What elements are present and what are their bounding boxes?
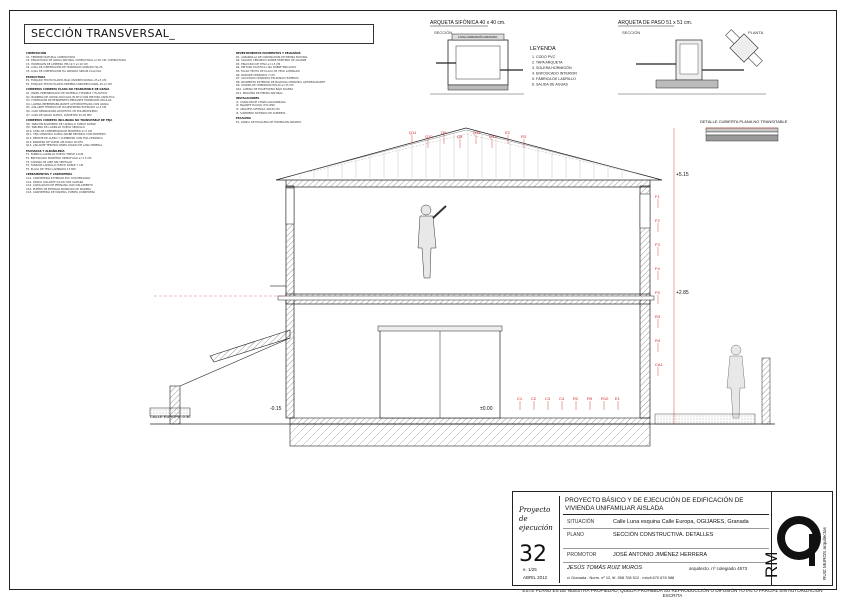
detail-2-section-label: SECCIÓN xyxy=(622,30,641,35)
notes-heading: ESTRUCTURA xyxy=(26,75,46,79)
notes-heading: CIMENTACIÓN xyxy=(26,52,47,55)
notes-heading: ESCALERA xyxy=(236,117,251,121)
scale-label: e. 1/25 xyxy=(523,567,537,572)
notes-line: Q2. BARRERA DE VAPOR APLICADA IN SITU CON PINTURA ASFÁLTICA xyxy=(26,95,115,99)
callout-tag: R9 xyxy=(587,396,593,401)
notes-line: R8. PAVIMENTO EXTERIOR DE BALDOSA CERÁMICA ANTIDESLIZANTE xyxy=(236,80,326,84)
street-label: CALLE EUROPA -0.30 xyxy=(150,414,191,419)
brand-letters: RM xyxy=(762,551,781,578)
callout-tag: Q11 xyxy=(409,130,417,135)
notes-line: I2. BAJANTE PLUVIAL PVC Ø90 xyxy=(236,104,275,108)
plano-label: PLANO xyxy=(567,532,584,538)
brand-side-text: RUIZ MUROS arquitectos xyxy=(822,527,827,580)
legend-item: 4. ENFOSCADO INTERIOR xyxy=(532,71,577,76)
notes-line: Q14. AISLANTE TÉRMICO PANEL RÍGIDO DE LANA MINERAL xyxy=(26,144,103,148)
notes-line: C4. LOSA DE CIMENTACIÓN DE HORMIGÓN ARMADO HA-25 xyxy=(26,66,103,70)
notes-heading: FACHADAS Y ALBAÑILERÍA xyxy=(26,149,65,153)
notes-heading: CERRAMIENTOS Y CARPINTERÍA xyxy=(26,173,73,177)
level-ground: -0.15 xyxy=(270,406,282,412)
notes-line: CA2. VIDRIO AISLANTE 4/12/6 CON CÁMARA xyxy=(26,180,84,184)
callout-tag: C4 xyxy=(559,396,565,401)
callout-tag: R3 xyxy=(521,134,527,139)
callout-tag: F4 xyxy=(655,266,660,271)
notes-line: E1. FORJADO TECHO PLANTA BAJA UNIDIRECCIONAL 25+5 CM xyxy=(26,79,107,83)
notes-line: I1. CANALÓN DE CHAPA GALVANIZADA xyxy=(236,100,286,104)
project-title: PROYECTO BÁSICO Y DE EJECUCIÓN DE EDIFICACIÓN DE VIVIENDA UNIFAMILIAR AISLADA xyxy=(565,497,744,512)
notes-line: Q10. CAPA DE COMPRESIÓN DE MORTERO e=3 CM xyxy=(26,129,92,133)
notes-line: C5. LOSA DE CIMENTACIÓN HA ARMADO SEGÚN CÁLCULO xyxy=(26,69,102,73)
legend-item: 3. SOLERA HORMIGÓN xyxy=(532,66,572,70)
notes-line: Q3. FORMACIÓN DE PENDIENTES MEDIANTE HORMIGÓN CELULAR xyxy=(26,99,112,103)
detail-2-plan-label: PLANTA xyxy=(748,30,764,35)
lean-to-roof xyxy=(210,330,290,362)
drawing-title-box xyxy=(24,24,374,44)
notes-line: CA1. CARPINTERÍA EXTERIOR PVC CON PERSIANA xyxy=(26,177,91,180)
detail-1-title: ARQUETA SIFÓNICA 40 x 40 cm. xyxy=(430,20,506,26)
level-zero: ±0.00 xyxy=(480,406,493,412)
notes-line: E2. FORJADO TECHO PLANTA PRIMERA UNIDIRECCIONAL 25+5 CM xyxy=(26,82,112,86)
detail-3-title: DETALLE CUBIERTA PLANA NO TRANSITABLE xyxy=(700,119,788,124)
callout-tag: R10 xyxy=(601,396,609,401)
legend-item: 1. CODO PVC xyxy=(532,55,556,59)
notes-heading: CUBIERTAS CUBIERTA INCLINADA NO TRANSITABLE DE TEJA xyxy=(26,119,113,123)
callout-tag: C2 xyxy=(531,396,537,401)
callout-tag: Q14 xyxy=(473,130,481,135)
notes-line: R2. SOLADO CERÁMICO SOBRE MORTERO DE AGARRE xyxy=(236,59,307,63)
notes-line: C3. HORMIGÓN DE LIMPIEZA HM-12.5 e=10 CM xyxy=(26,62,88,66)
construction-notes-right xyxy=(236,50,325,124)
situacion-value: Calle Luna esquina Calle Europa, OGIJARES, Granada xyxy=(613,519,749,525)
notes-line: R5. FALSO TECHO DE PLACA DE YESO LAMINADO xyxy=(236,69,300,73)
notes-line: C2. ENCACHADO DE GRAVA NATURAL COMPACTADA e=20 CM. COMPACTADO xyxy=(26,59,126,63)
callout-tag: R4 xyxy=(655,338,661,343)
notes-line: Q9. TABLERO DE LADRILLO HUECO SENCILLO xyxy=(26,126,85,130)
notes-line: Q7. CAPA DE GRAVA SUELTA, DIÁMETRO 20-40 MM xyxy=(26,113,92,117)
detail-arqueta-paso xyxy=(616,18,776,100)
notes-line: Q12. REMATE DE ALERO Y CUMBRERA CON TEJA CERÁMICA xyxy=(26,137,103,141)
title-block xyxy=(512,491,833,586)
notes-line: R11. PELDAÑO DE PIEDRA NATURAL xyxy=(236,91,283,95)
notes-line: Q1. PANEL PREFABRICADO DE MATERIAL FLEXIBLE Y ELÁSTICO xyxy=(26,91,108,95)
foundation-slab xyxy=(290,424,650,446)
callout-tag: Q8 xyxy=(457,134,463,139)
architect-name: JESÚS TOMÁS RUIZ MUROS xyxy=(567,565,643,571)
notes-line: CA3. CAPIALZADO DE PERSIANA CON AISLAMIENTO xyxy=(26,184,93,188)
legend-title: LEYENDA xyxy=(530,46,556,52)
notes-line: R7. ALICATADO CERÁMICO EN ZONAS HÚMEDAS xyxy=(236,77,299,81)
transversal-section-drawing xyxy=(150,118,775,458)
pitched-roof xyxy=(276,128,662,180)
callout-tag: CA1 xyxy=(655,362,663,367)
callout-tag: F5 xyxy=(655,290,660,295)
notes-line: R6. RODAPIÉ CERÁMICO 7 CM xyxy=(236,73,275,77)
sheet-number: 32 xyxy=(519,542,547,567)
notes-line: F4. TABICÓN LADRILLO HUECO DOBLE 7 CM xyxy=(26,164,84,168)
construction-notes-left xyxy=(26,50,126,195)
callout-tag: F2 xyxy=(655,218,660,223)
notes-line: F2. ENFOSCADO MORTERO HIDRÓFUGO e=1.5 CM xyxy=(26,157,92,161)
notes-line: F3. CÁMARA DE AIRE SIN VENTILAR xyxy=(26,160,72,164)
notes-line: R3. ENLUCIDO DE YESO e=1.5 CM xyxy=(236,62,281,66)
callout-tag: C3 xyxy=(545,396,551,401)
notes-line: R10. LÁMINA DE POLIETILENO BAJO SOLERA xyxy=(236,87,294,91)
notes-heading: INSTALACIONES xyxy=(236,97,260,101)
notes-line: CA4. PUERTA DE ENTRADA BLINDADA DE MADERA xyxy=(26,187,92,191)
notes-heading: CUBIERTAS CUBIERTA PLANA NO TRANSITABLE DE GRAVA xyxy=(26,88,110,92)
outside-human-figure xyxy=(727,345,745,418)
notes-line: Q6. CAPA SEPARADORA GEOTEXTIL DE POLIPROPILENO xyxy=(26,109,98,113)
callout-tag: Q13 xyxy=(489,134,497,139)
legend-item: 2. TAPA ARQUETA xyxy=(532,60,563,65)
notes-line: CA5. CARPINTERÍA DE MADERA, PUERTA CORREDERA xyxy=(26,191,96,195)
notes-line: Q11. TEJA CERÁMICA CURVA ÁRABE RECIBIDA CON MORTERO xyxy=(26,133,106,137)
architect-role: arquitecto. nº colegiado 4573 xyxy=(689,566,748,571)
notes-line: Q8. TABICÓN PALOMERO DE LADRILLO HUECO DOBLE xyxy=(26,122,96,126)
architect-brand-logo xyxy=(762,498,831,582)
situacion-label: SITUACIÓN xyxy=(567,519,595,525)
callout-tag: E1 xyxy=(615,396,620,401)
notes-line: F1. FÁBRICA LADRILLO HUECO TRIPLE 11CM xyxy=(26,153,84,157)
callout-tag: F3 xyxy=(655,242,660,247)
callout-tag: R3 xyxy=(655,314,661,319)
legend-item: 6. SALIDA DE AGUAS xyxy=(532,82,568,87)
promotor-label: PROMOTOR xyxy=(567,552,597,558)
detail-arqueta-sifonica xyxy=(428,18,612,100)
callout-tag: E2 xyxy=(505,130,510,135)
callout-tag: Q10 xyxy=(425,134,433,139)
notes-line: F5. PLACA DE YESO LAMINADO 15 MM xyxy=(26,167,76,171)
callout-tag: F1 xyxy=(655,194,660,199)
notes-line: Q4. LÁMINA IMPERMEABILIZANTE AUTOPROTEGIDA CON GRAVA xyxy=(26,102,109,106)
notes-line: R9. SOLERA DE HORMIGÓN HM-20 e=15 CM xyxy=(236,84,294,88)
notes-line: Q13. BARRERA DE VAPOR APLICADA IN SITU xyxy=(26,140,84,144)
notes-line: E1. ZANCA DE ESCALERA DE HORMIGÓN ARMADO xyxy=(236,120,302,124)
callout-tag: Q9 xyxy=(441,130,447,135)
notes-line: R4. PINTURA PLÁSTICA LISA SOBRE ENLUCIDO xyxy=(236,66,297,70)
human-scale-figure xyxy=(418,205,446,278)
notes-heading: REVESTIMIENTOS PAVIMENTOS Y PELDAÑOS xyxy=(236,52,301,55)
detail-2-title: ARQUETA DE PASO 51 x 51 cm. xyxy=(618,20,693,26)
project-type-logo: Proyecto de ejecución xyxy=(519,506,553,532)
plano-value: SECCIÓN CONSTRUCTIVA. DETALLES xyxy=(613,532,714,538)
date-label: ABRIL 2012 xyxy=(523,575,548,580)
notes-line: I4. SUMIDERO SIFÓNICO DE CUBIERTA xyxy=(236,111,286,115)
callout-tag: R2 xyxy=(573,396,579,401)
notes-line: C1. TERRENO NATURAL COMPACTADO xyxy=(26,55,76,59)
copyright-footer: ESTE PLANO ES DE NUESTRA PROPIEDAD, QUEDA PROHIBIDA SU REPRODUCCIÓN O DIFUSIÓN TOTAL O PARCIAL SIN AUTORIZACIÓN ESCRITA xyxy=(522,588,823,598)
notes-line: Q5. AISLANTE TÉRMICO DE POLIESTIRENO EXTRUIDO e=5 CM xyxy=(26,106,107,110)
level-mid: +2.85 xyxy=(676,290,689,296)
detail-1-section-label: SECCIÓN xyxy=(434,30,453,35)
notes-line: I3. ARQUETA SIFÓNICA 40X40 CM xyxy=(236,107,280,111)
detail-1-slab-label: LOSA HORMIGÓN ARMADO xyxy=(458,35,498,39)
promotor-value: JOSÉ ANTONIO JIMÉNEZ HERRERA xyxy=(613,552,708,558)
level-top: +5.15 xyxy=(676,172,689,178)
legend-item: 5. FÁBRICA DE LADRILLO xyxy=(532,77,576,81)
drawing-title: SECCIÓN TRANSVERSAL_ xyxy=(31,27,176,40)
notes-line: R1. ALBARDILLA DE CORONACIÓN DE PIEDRA NATURAL xyxy=(236,55,308,59)
architect-address: c/ Granada . Norm. nº 12, tlf. 958 708 512 . móvil 670 678 988 xyxy=(567,575,675,580)
callout-tag: C1 xyxy=(517,396,523,401)
